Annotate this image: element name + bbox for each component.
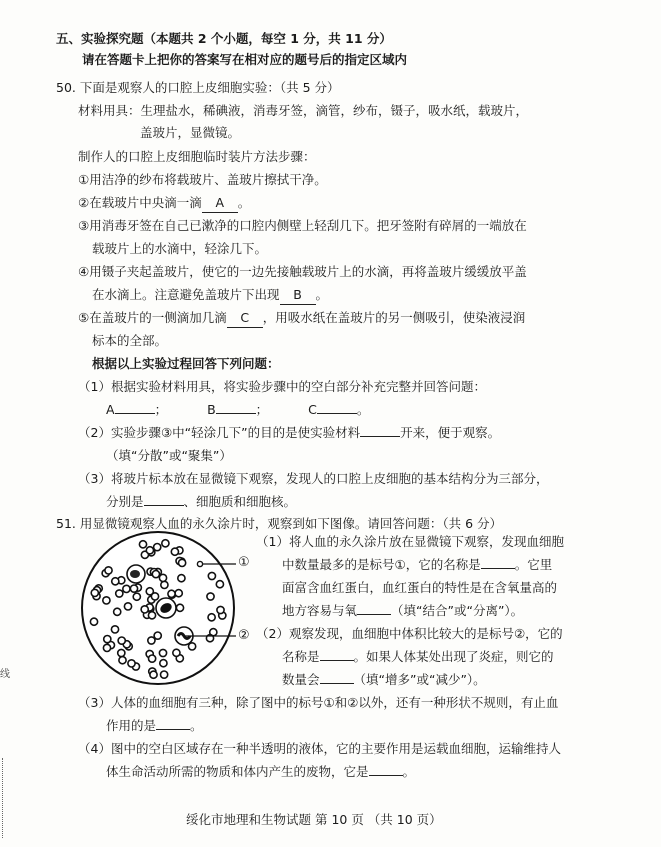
answer-blank-51-2b[interactable]: [320, 683, 354, 684]
q51-p2-line1: （2）观察发现，血细胞中体积比较大的是标号②，它的: [256, 626, 563, 641]
figure-label-2: ②: [238, 628, 250, 643]
red-blood-cell: [148, 637, 155, 644]
q50-step5-text: ⑤在盖玻片的一侧滴加几滴: [78, 310, 227, 325]
q50-materials-line2: 盖玻片，显微镜。: [140, 125, 241, 140]
red-blood-cell: [119, 657, 126, 664]
q51-p1-line4: [282, 602, 523, 620]
q50-method-title: 制作人的口腔上皮细胞临时装片方法步骤：: [78, 149, 316, 164]
page-footer: 绥化市地理和生物试题 第 10 页 （共 10 页）: [186, 812, 442, 827]
separator: ；: [154, 402, 168, 417]
answer-blank-51-1a[interactable]: [481, 568, 515, 569]
red-blood-cell: [103, 597, 110, 604]
red-blood-cell: [154, 544, 161, 551]
q51-p1-end: 。它里: [514, 557, 553, 572]
red-blood-cell: [148, 612, 155, 619]
q51-p1-line3: 面富含血红蛋白，血红蛋白的特性是在含氧量高的: [282, 580, 558, 595]
q51-p3-line2: [106, 717, 203, 735]
q51-p1-oxygen-text: 地方容易与氧: [282, 603, 358, 618]
separator: ；: [255, 402, 269, 417]
q51-p1-line2: [282, 556, 552, 574]
q51-p4-line2: [106, 763, 415, 781]
answer-blank-C[interactable]: [317, 413, 357, 414]
answer-blank-B[interactable]: [216, 413, 256, 414]
red-blood-cell: [175, 590, 182, 597]
red-blood-cell: [154, 632, 161, 639]
red-blood-cell: [112, 578, 119, 585]
red-blood-cell: [161, 581, 168, 588]
red-blood-cell: [173, 649, 180, 656]
q50-step5-line2: 标本的全部。: [92, 333, 168, 348]
q51-p2-count-text: 数量会: [282, 672, 320, 687]
q50-materials-line1: 材料用具：生理盐水，稀碘液，消毒牙签，滴管，纱布，镊子，吸水纸，载玻片，: [78, 103, 529, 118]
red-blood-cell: [179, 559, 186, 566]
answer-label-B: B: [207, 402, 216, 417]
answer-label-A: A: [106, 402, 115, 417]
q50-sub3-line1: （3）将玻片标本放在显微镜下观察，发现人的口腔上皮细胞的基本结构分为三部分，: [78, 471, 549, 486]
red-blood-cell: [104, 636, 111, 643]
q50-sub2-hint: （填“分散”或“聚集”）: [106, 448, 232, 463]
red-blood-cell: [171, 548, 178, 555]
q50-step3-line1: ③用消毒牙签在自己已漱净的口腔内侧壁上轻刮几下。把牙签附有碎屑的一端放在: [78, 218, 527, 233]
answer-blank-sub2[interactable]: [360, 436, 400, 437]
q50-step5-line1: [78, 309, 525, 328]
figure-label-1: ①: [238, 555, 250, 570]
blank-A: A: [202, 194, 238, 213]
red-blood-cell: [208, 614, 215, 621]
binding-edge-dots: [2, 758, 5, 838]
binding-edge-mark: 线: [0, 669, 10, 680]
red-blood-cell: [161, 671, 168, 678]
red-blood-cell: [208, 572, 215, 579]
red-blood-cell: [178, 575, 185, 582]
q51-p2-line2: [282, 648, 554, 666]
answer-label-C: C: [308, 402, 317, 417]
q50-step4-line1: ④用镊子夹起盖玻片，使它的一边先接触载玻片上的水滴，再将盖玻片缓缓放平盖: [78, 264, 527, 279]
red-blood-cell: [139, 541, 146, 548]
red-blood-cell: [118, 637, 125, 644]
white-blood-cell-nucleus: [130, 570, 140, 578]
q51-p2-rest: 。如果人体某处出现了炎症，则它的: [353, 649, 554, 664]
blank-B: B: [280, 286, 316, 305]
q50-step2-text: ②在载玻片中央滴一滴: [78, 195, 202, 210]
section-instruction: 请在答题卡上把你的答案写在相对应的题号后的指定区域内: [82, 52, 408, 67]
q51-p3-text: 作用的是: [106, 718, 157, 733]
red-blood-cell: [141, 606, 148, 613]
q50-sub1-answers: [106, 401, 369, 419]
red-blood-cell: [146, 588, 153, 595]
q50-step4-end: 。: [315, 287, 329, 302]
red-blood-cell: [149, 655, 156, 662]
answer-blank-51-1b[interactable]: [357, 614, 391, 615]
answer-blank-51-4[interactable]: [369, 775, 403, 776]
q51-p3-line1: （3）人体的血细胞有三种，除了图中的标号①和②以外，还有一种形状不规则，有止血: [78, 695, 559, 710]
red-blood-cell: [150, 671, 157, 678]
red-blood-cell: [176, 604, 183, 611]
red-blood-cell: [160, 660, 167, 667]
answer-blank-51-2a[interactable]: [320, 660, 354, 661]
red-blood-cell: [116, 590, 123, 597]
q50-header: 50. 下面是观察人的口腔上皮细胞实验：（共 5 分）: [56, 80, 340, 95]
blank-C: C: [227, 309, 263, 328]
q50-sub3-line2: [106, 493, 296, 511]
q50-sub1: （1）根据实验材料用具，将实验步骤中的空白部分补充完整并回答问题：: [78, 379, 486, 394]
q50-sub3-end: 、细胞质和细胞核。: [183, 494, 297, 509]
red-blood-cell: [207, 593, 214, 600]
q50-sub2-end: 开来，便于观察。: [400, 425, 501, 440]
q50-sub2: [78, 424, 500, 442]
blood-smear-svg: [80, 528, 266, 688]
q50-step3-line2: 载玻片上的水滴中，轻涂几下。: [92, 241, 268, 256]
red-blood-cell: [103, 644, 110, 651]
q51-header: 51. 用显微镜观察人血的永久涂片时，观察到如下图像。请回答问题：（共 6 分）: [56, 516, 503, 531]
blood-smear-figure: [80, 528, 266, 688]
q51-p4-end: 。: [402, 764, 416, 779]
red-blood-cell: [114, 608, 121, 615]
q50-step5-rest: ，用吸水纸在盖玻片的另一侧吸引，使染液浸润: [262, 310, 526, 325]
q51-p2-text: 名称是: [282, 649, 320, 664]
red-blood-cell: [162, 540, 169, 547]
q50-sub3-text: 分别是: [106, 494, 144, 509]
q50-step4-text: 在水滴上。注意避免盖玻片下出现: [92, 287, 280, 302]
q51-p1-line1: （1）将人血的永久涂片放在显微镜下观察，发现血细胞: [256, 534, 564, 549]
red-blood-cell: [152, 571, 159, 578]
answer-blank-A[interactable]: [115, 413, 155, 414]
q51-p1-text: 中数量最多的是标号①，它的名称是: [282, 557, 481, 572]
red-blood-cell: [128, 660, 135, 667]
red-blood-cell: [105, 567, 112, 574]
answer-blank-sub3[interactable]: [144, 505, 184, 506]
q50-step4-line2: [92, 286, 328, 305]
red-blood-cell: [159, 649, 166, 656]
red-blood-cell: [123, 585, 130, 592]
red-blood-cell: [130, 585, 137, 592]
answer-blank-51-3[interactable]: [156, 729, 190, 730]
q50-step2-end: 。: [237, 195, 251, 210]
red-blood-cell: [159, 574, 166, 581]
q51-p1-hint: （填“结合”或“分离”）。: [391, 603, 524, 618]
section-title: 五、实验探究题（本题共 2 个小题，每空 1 分，共 11 分）: [56, 31, 392, 46]
q50-step1: ①用洁净的纱布将载玻片、盖玻片擦拭干净。: [78, 172, 327, 187]
red-blood-cell: [133, 593, 140, 600]
q51-p3-end: 。: [190, 718, 203, 733]
red-blood-cell: [124, 603, 131, 610]
red-blood-cell: [217, 606, 224, 613]
q51-p2-line3: [282, 671, 486, 689]
q50-step2: [78, 194, 250, 213]
q50-sub2-text: （2）实验步骤③中“轻涂几下”的目的是使实验材料: [78, 425, 361, 440]
q51-p2-hint: （填“增多”或“减少”）。: [353, 672, 486, 687]
red-blood-cell: [168, 590, 175, 597]
q51-p4-text: 体生命活动所需的物质和体内产生的废物，它是: [106, 764, 369, 779]
red-blood-cell: [216, 581, 223, 588]
red-blood-cell: [146, 547, 153, 554]
red-blood-cell: [90, 618, 97, 625]
red-blood-cell: [91, 589, 98, 596]
label-1-target-cell: [197, 561, 202, 566]
red-blood-cell: [111, 626, 118, 633]
q51-p4-line1: （4）图中的空白区域存在一种半透明的液体，它的主要作用是运载血细胞，运输维持人: [78, 741, 561, 756]
red-blood-cell: [118, 649, 125, 656]
q50-answer-intro: 根据以上实验过程回答下列问题：: [92, 356, 280, 371]
answer-end: 。: [356, 402, 370, 417]
